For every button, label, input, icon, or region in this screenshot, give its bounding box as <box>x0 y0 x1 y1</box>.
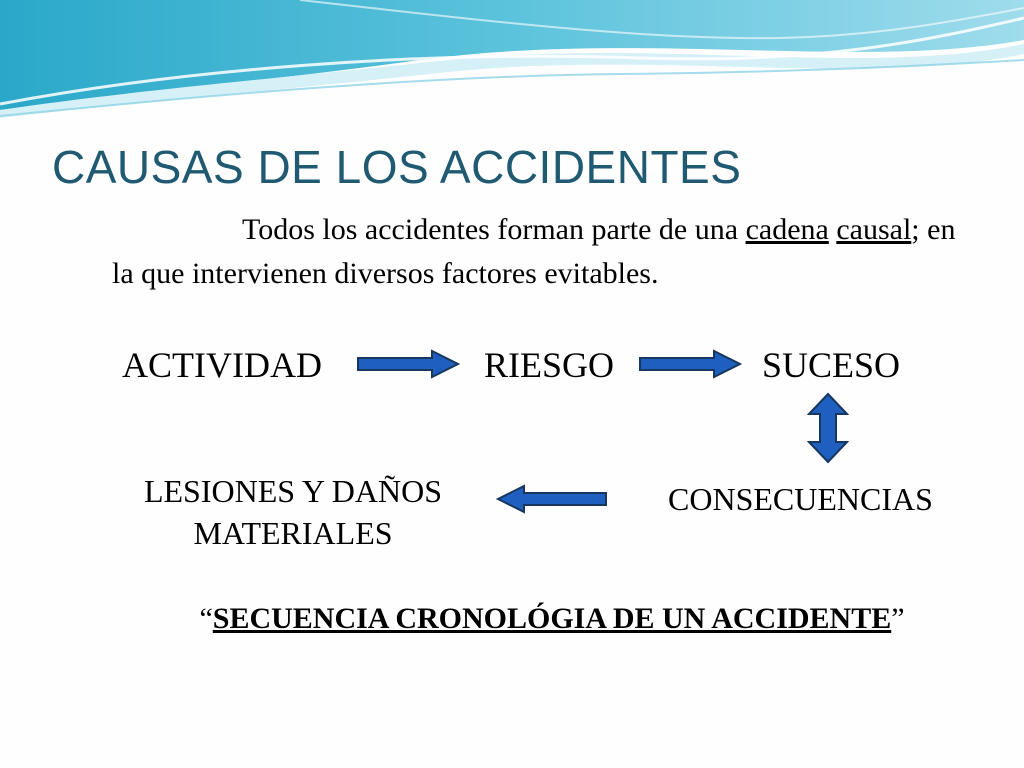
flow-step-lesiones <box>118 470 468 554</box>
intro-paragraph <box>112 208 972 296</box>
intro-text-part2: ; en la que intervienen diversos factores evitables. <box>112 213 956 290</box>
flow-step-riesgo: RIESGO <box>484 345 615 385</box>
intro-underlined-causal: causal <box>836 213 912 246</box>
flow-step-suceso: SUCESO <box>762 345 901 385</box>
arrow-up-down-icon <box>806 392 850 464</box>
arrow-right-icon <box>356 349 460 379</box>
footer-caption-text: SECUENCIA CRONOLÓGIA DE UN ACCIDENTE <box>212 602 892 635</box>
flow-step-consecuencias: CONSECUENCIAS <box>668 481 933 517</box>
intro-underlined-cadena: cadena <box>745 213 829 246</box>
intro-text-part1: Todos los accidentes forman parte de una <box>242 213 746 246</box>
flow-step-lesiones-line2: MATERIALES <box>193 515 393 551</box>
slide-title: CAUSAS DE LOS ACCIDENTES <box>52 141 742 193</box>
header-wave-decoration <box>0 0 1024 130</box>
flow-step-lesiones-line1: LESIONES Y DAÑOS <box>143 473 443 509</box>
flow-step-actividad: ACTIVIDAD <box>122 345 322 385</box>
arrow-left-icon <box>496 484 608 514</box>
footer-caption <box>0 602 1024 636</box>
footer-open-quote: “ <box>199 602 213 635</box>
arrow-right-icon <box>638 349 742 379</box>
footer-close-quote: ” <box>891 602 905 635</box>
